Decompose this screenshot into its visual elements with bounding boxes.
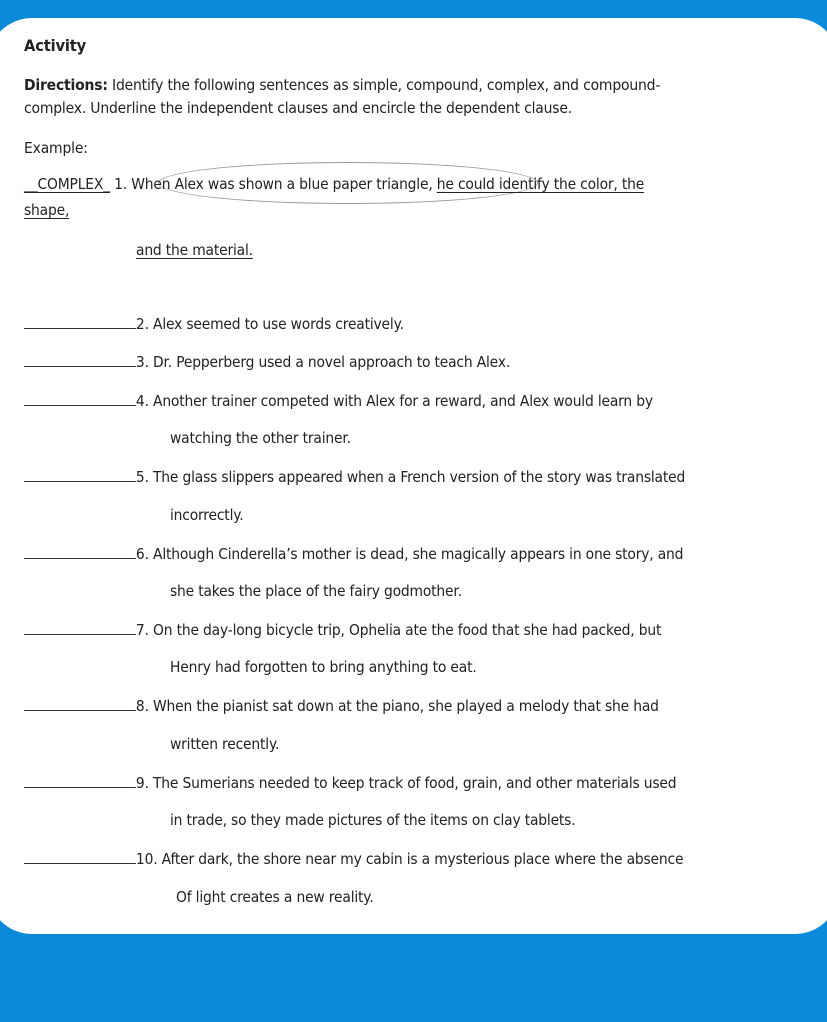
- example-sentence-line-1: [24, 174, 644, 194]
- question-item-3: [24, 351, 510, 372]
- question-text-2: 2. Alex seemed to use words creatively.: [135, 315, 404, 333]
- question-item-10: [24, 848, 683, 869]
- answer-blank-8[interactable]: [24, 695, 136, 711]
- question-text-10: 10. After dark, the shore near my cabin is a mysterious place where the absence: [135, 850, 684, 868]
- example-sentence-line-2: [24, 200, 69, 220]
- example-independent-clause-3: and the material.: [136, 241, 253, 259]
- question-text-4: 4. Another trainer competed with Alex for a reward, and Alex would learn by: [135, 392, 653, 410]
- question-text-6: 6. Although Cinderella’s mother is dead, she magically appears in one story, and: [135, 545, 684, 563]
- question-item-9: [24, 772, 676, 793]
- question-item-4: [24, 390, 653, 411]
- directions-label: Directions:: [24, 76, 108, 94]
- question-text-3: 3. Dr. Pepperberg used a novel approach to teach Alex.: [135, 353, 511, 371]
- answer-blank-5[interactable]: [24, 466, 136, 482]
- question-item-5: [24, 466, 685, 487]
- question-text-7: 7. On the day-long bicycle trip, Ophelia ate the food that she had packed, but: [135, 621, 662, 639]
- question-item-7: [24, 619, 661, 640]
- question-item-2: [24, 313, 404, 334]
- answer-blank-9[interactable]: [24, 772, 136, 788]
- question-text-7-continued: Henry had forgotten to bring anything to eat.: [170, 658, 477, 676]
- answer-blank-3[interactable]: [24, 351, 136, 367]
- example-independent-clause-1: he could identify the color, the: [436, 175, 645, 193]
- example-dependent-clause: When Alex was shown a blue paper triangle,: [131, 175, 433, 193]
- question-text-5-continued: incorrectly.: [170, 506, 244, 524]
- answer-blank-4[interactable]: [24, 390, 136, 406]
- directions-text-1: Identify the following sentences as simple, compound, complex, and compound-: [107, 76, 661, 94]
- example-independent-clause-2: shape,: [24, 201, 70, 219]
- example-answer: __COMPLEX_: [24, 175, 110, 193]
- question-text-4-continued: watching the other trainer.: [170, 429, 351, 447]
- answer-blank-10[interactable]: [24, 848, 136, 864]
- worksheet-title: Activity: [24, 36, 87, 55]
- question-text-8: 8. When the pianist sat down at the piano, she played a melody that she had: [135, 697, 659, 715]
- example-number: 1.: [109, 175, 132, 193]
- question-item-6: [24, 543, 683, 564]
- question-text-9-continued: in trade, so they made pictures of the items on clay tablets.: [170, 811, 576, 829]
- question-text-10-continued: Of light creates a new reality.: [176, 888, 374, 906]
- question-item-8: [24, 695, 659, 716]
- example-sentence-line-3: [136, 240, 253, 260]
- answer-blank-6[interactable]: [24, 543, 136, 559]
- question-text-9: 9. The Sumerians needed to keep track of food, grain, and other materials used: [135, 774, 677, 792]
- question-text-6-continued: she takes the place of the fairy godmother.: [170, 582, 462, 600]
- question-text-8-continued: written recently.: [170, 735, 280, 753]
- answer-blank-2[interactable]: [24, 313, 136, 329]
- directions-line-2: complex. Underline the independent clauses and encircle the dependent clause.: [24, 99, 573, 117]
- question-text-5: 5. The glass slippers appeared when a French version of the story was translated: [135, 468, 686, 486]
- example-label: Example:: [24, 139, 88, 157]
- directions-line-1: [24, 75, 660, 95]
- answer-blank-7[interactable]: [24, 619, 136, 635]
